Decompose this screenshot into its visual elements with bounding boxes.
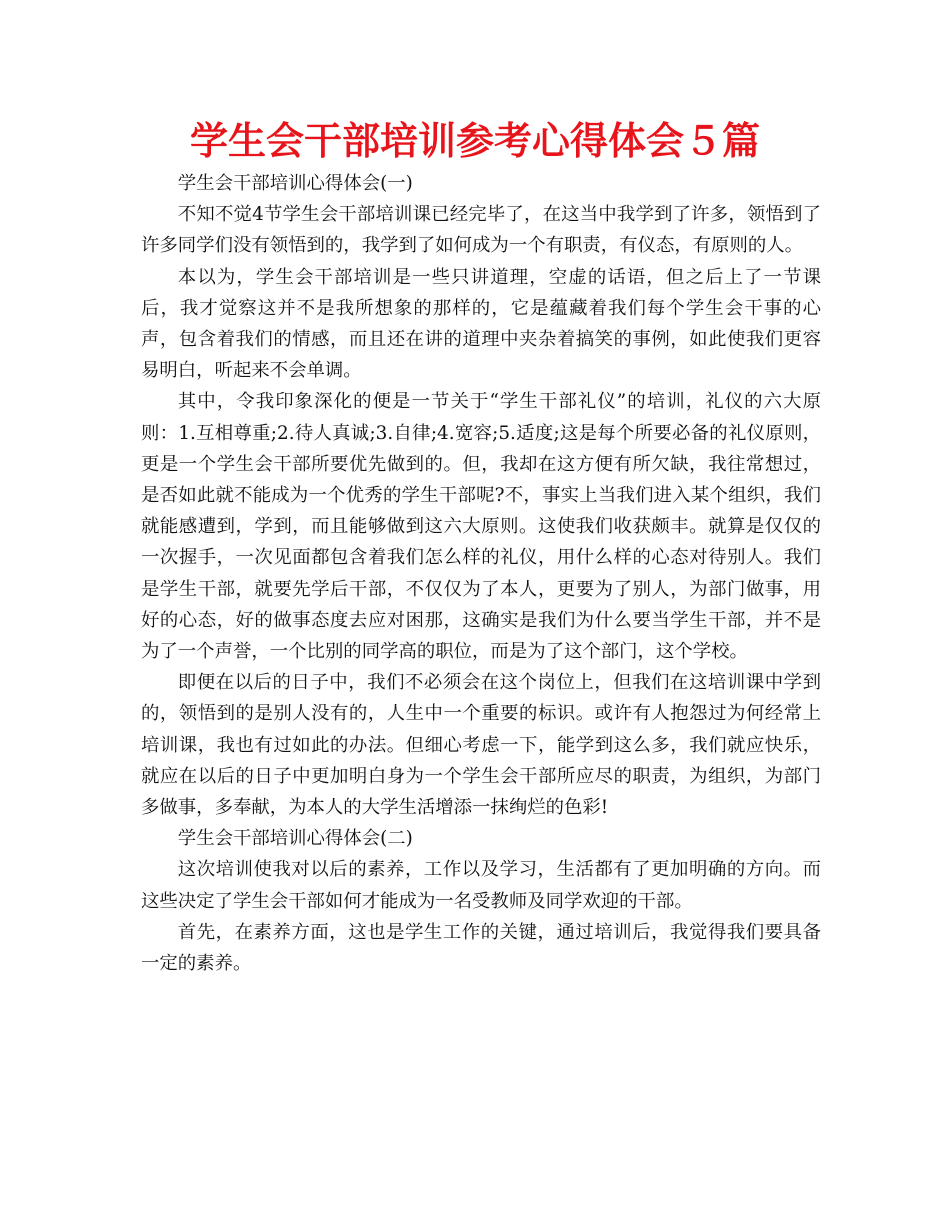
paragraph: 本以为，学生会干部培训是一些只讲道理，空虚的话语，但之后上了一节课后，我才觉察这并不是我所想象的那样的，它是蕴藏着我们每个学生会干事的心声，包含着我们的情感，而且还在讲的道理中夹杂着搞笑的事例，如此使我们更容易明白，听起来不会单调。 [141,266,821,382]
section-heading: 学生会干部培训心得体会(一) [177,173,413,194]
document-body [141,168,821,979]
document-title: 学生会干部培训参考心得体会５篇 [189,119,760,163]
paragraph: 首先，在素养方面，这也是学生工作的关键，通过培训后，我觉得我们要具备一定的素养。 [141,921,821,975]
paragraph: 即便在以后的日子中，我们不必须会在这个岗位上，但我们在这培训课中学到的，领悟到的是别人没有的，人生中一个重要的标识。或许有人抱怨过为何经常上培训课，我也有过如此的办法。但细心考虑一下，能学到这么多，我们就应快乐，就应在以后的日子中更加明白身为一个学生会干部所应尽的职责，为组织，为部门多做事，多奉献，为本人的大学生活增添一抹绚烂的色彩! [141,672,821,819]
section-heading: 学生会干部培训心得体会(二) [177,828,413,850]
paragraph: 其中，令我印象深化的便是一节关于“学生干部礼仪”的培训，礼仪的六大原则：1.互相尊重;2.待人真诚;3.自律;4.宽容;5.适度;这是每个所要必备的礼仪原则，更是一个学生会干部所要优先做到的。但，我却在这方便有所欠缺，我往常想过，是否如此就不能成为一个优秀的学生干部呢?不，事实上当我们进入某个组织，我们就能感遭到，学到，而且能够做到这六大原则。这使我们收获颇丰。就算是仅仅的一次握手，一次见面都包含着我们怎么样的礼仪，用什么样的心态对待别人。我们是学生干部，就要先学后干部，不仅仅为了本人，更要为了别人，为部门做事，用好的心态，好的做事态度去应对困那，这确实是我们为什么要当学生干部，并不是为了一个声誉，一个比别的同学高的职位，而是为了这个部门，这个学校。 [141,391,821,663]
paragraph: 不知不觉4节学生会干部培训课已经完毕了，在这当中我学到了许多，领悟到了许多同学们没有领悟到的，我学到了如何成为一个有职责，有仪态，有原则的人。 [141,204,821,257]
paragraph: 这次培训使我对以后的素养，工作以及学习，生活都有了更加明确的方向。而这些决定了学生会干部如何才能成为一名受教师及同学欢迎的干部。 [141,859,821,912]
